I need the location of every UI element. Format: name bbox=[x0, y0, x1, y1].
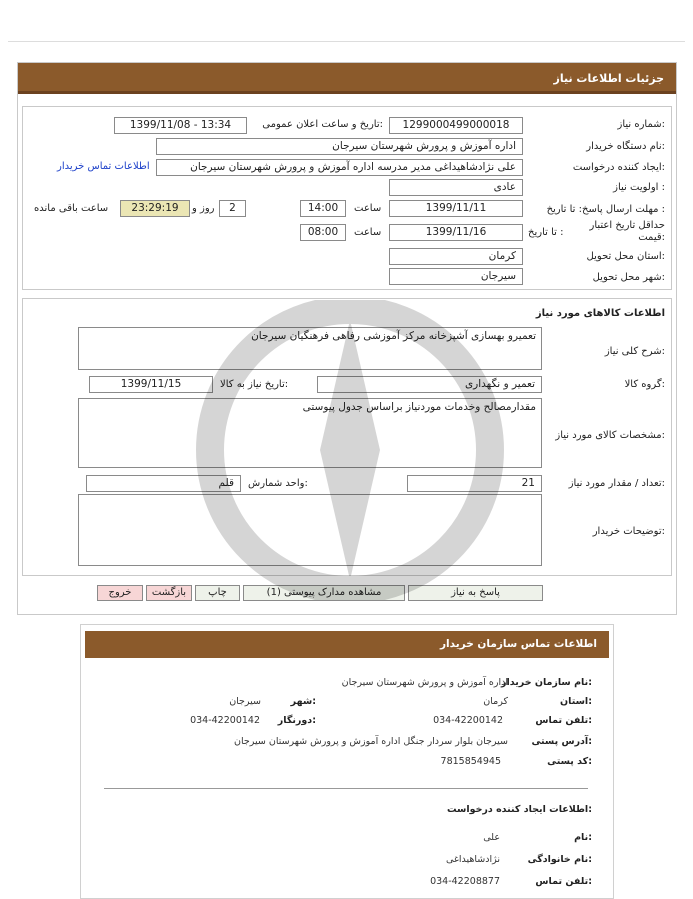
group-field[interactable]: تعمیر و نگهداری bbox=[317, 376, 542, 393]
contact-address-label: آدرس پستی: bbox=[531, 736, 592, 747]
contact-fax-value: 034-42200142 bbox=[190, 715, 260, 726]
contact-province-value: کرمان bbox=[483, 696, 508, 707]
validity-date-field[interactable]: 1399/11/16 bbox=[389, 224, 523, 241]
validity-time-label: ساعت bbox=[354, 227, 382, 238]
city-label: شهر محل تحویل: bbox=[592, 272, 665, 283]
contact-address-value: سیرجان بلوار سردار جنگل اداره آموزش و پرورش شهرستان سیرجان bbox=[234, 736, 508, 747]
province-label: استان محل تحویل: bbox=[586, 251, 665, 262]
contact-province-label: استان: bbox=[560, 696, 592, 707]
page-title: جزئیات اطلاعات نیاز bbox=[553, 72, 664, 85]
days-label: روز و bbox=[192, 203, 215, 214]
remaining-time-field: 23:29:19 bbox=[120, 200, 190, 217]
contact-postal-value: 7815854945 bbox=[440, 756, 501, 767]
requester-name-label: نام: bbox=[574, 832, 592, 843]
qty-field[interactable]: 21 bbox=[407, 475, 542, 492]
group-label: گروه کالا: bbox=[624, 379, 665, 390]
province-field[interactable]: کرمان bbox=[389, 248, 523, 265]
days-field[interactable]: 2 bbox=[219, 200, 246, 217]
buyer-org-label: نام دستگاه خریدار: bbox=[586, 141, 665, 152]
contact-card-header bbox=[85, 631, 609, 658]
need-date-label: تاریخ نیاز به کالا: bbox=[220, 379, 289, 390]
requester-name-value: علی bbox=[483, 832, 500, 843]
need-number-field[interactable]: 1299000499000018 bbox=[389, 117, 523, 134]
requester-label: ایجاد کننده درخواست: bbox=[572, 162, 665, 173]
requester-family-value: نژادشاهیداغی bbox=[446, 854, 500, 865]
send-deadline-label: مهلت ارسال پاسخ: تا تاریخ : bbox=[546, 204, 665, 215]
buyer-org-field[interactable]: اداره آموزش و پرورش شهرستان سیرجان bbox=[156, 138, 523, 155]
contact-phone-value: 034-42200142 bbox=[433, 715, 503, 726]
send-time-label: ساعت bbox=[354, 203, 382, 214]
requester-phone-value: 034-42208877 bbox=[430, 876, 500, 887]
validity-time-field[interactable]: 08:00 bbox=[300, 224, 346, 241]
remaining-label: ساعت باقی مانده bbox=[34, 203, 109, 214]
attachments-button[interactable]: مشاهده مدارک پیوستی (1) bbox=[243, 585, 405, 601]
buyer-contact-link[interactable]: اطلاعات تماس خریدار bbox=[57, 161, 150, 172]
reply-button[interactable]: پاسخ به نیاز bbox=[408, 585, 543, 601]
requester-family-label: نام خانوادگی: bbox=[527, 854, 592, 865]
contact-city-label: شهر: bbox=[290, 696, 316, 707]
specs-label: مشخصات کالای مورد نیاز: bbox=[555, 430, 665, 441]
contact-org-label: نام سازمان خریدار: bbox=[501, 677, 592, 688]
city-field[interactable]: سیرجان bbox=[389, 268, 523, 285]
contact-fax-label: دورنگار: bbox=[277, 715, 316, 726]
specs-textarea[interactable]: مقدارمصالح وخدمات موردنیاز براساس جدول پیوستی bbox=[78, 398, 542, 468]
top-divider bbox=[8, 41, 685, 42]
priority-field[interactable]: عادی bbox=[389, 179, 523, 196]
goods-section-title: اطلاعات کالاهای مورد نیاز bbox=[535, 308, 665, 319]
buyer-notes-textarea[interactable] bbox=[78, 494, 542, 566]
need-date-field[interactable]: 1399/11/15 bbox=[89, 376, 213, 393]
until-date-label: تا تاریخ : bbox=[528, 227, 564, 238]
send-date-field[interactable]: 1399/11/11 bbox=[389, 200, 523, 217]
qty-label: تعداد / مقدار مورد نیاز: bbox=[568, 478, 665, 489]
print-button[interactable]: چاپ bbox=[195, 585, 240, 601]
description-label: شرح کلی نیاز: bbox=[604, 346, 665, 357]
announce-label: تاریخ و ساعت اعلان عمومی: bbox=[262, 119, 383, 130]
page-header bbox=[18, 63, 676, 94]
contact-postal-label: کد پستی: bbox=[547, 756, 592, 767]
requester-phone-label: تلفن تماس: bbox=[535, 876, 592, 887]
back-button[interactable]: بازگشت bbox=[146, 585, 192, 601]
contact-phone-label: تلفن تماس: bbox=[535, 715, 592, 726]
unit-label: واحد شمارش: bbox=[248, 478, 308, 489]
description-textarea[interactable]: تعمیرو بهسازی آشپزخانه مرکز آموزشی رفاهی فرهنگیان سیرجان bbox=[78, 327, 542, 370]
send-time-field[interactable]: 14:00 bbox=[300, 200, 346, 217]
buyer-notes-label: توضیحات خریدار: bbox=[592, 526, 665, 537]
priority-label: اولویت نیاز : bbox=[613, 182, 665, 193]
requester-field[interactable]: علی نژادشاهیداغی مدیر مدرسه اداره آموزش و پرورش شهرستان سیرجان bbox=[156, 159, 523, 176]
contact-city-value: سیرجان bbox=[229, 696, 261, 707]
contact-org-value: اداره آموزش و پرورش شهرستان سیرجان bbox=[341, 677, 508, 688]
min-validity-label: حداقل تاریخ اعتبار قیمت: bbox=[589, 220, 665, 243]
announce-field[interactable]: 1399/11/08 - 13:34 bbox=[114, 117, 247, 134]
unit-field[interactable]: قلم bbox=[86, 475, 241, 492]
need-number-label: شماره نیاز: bbox=[617, 119, 665, 130]
requester-info-title: اطلاعات ایجاد کننده درخواست: bbox=[446, 804, 592, 815]
contact-card-title: اطلاعات تماس سازمان خریدار bbox=[440, 638, 597, 650]
exit-button[interactable]: خروج bbox=[97, 585, 143, 601]
contact-divider bbox=[104, 788, 588, 789]
